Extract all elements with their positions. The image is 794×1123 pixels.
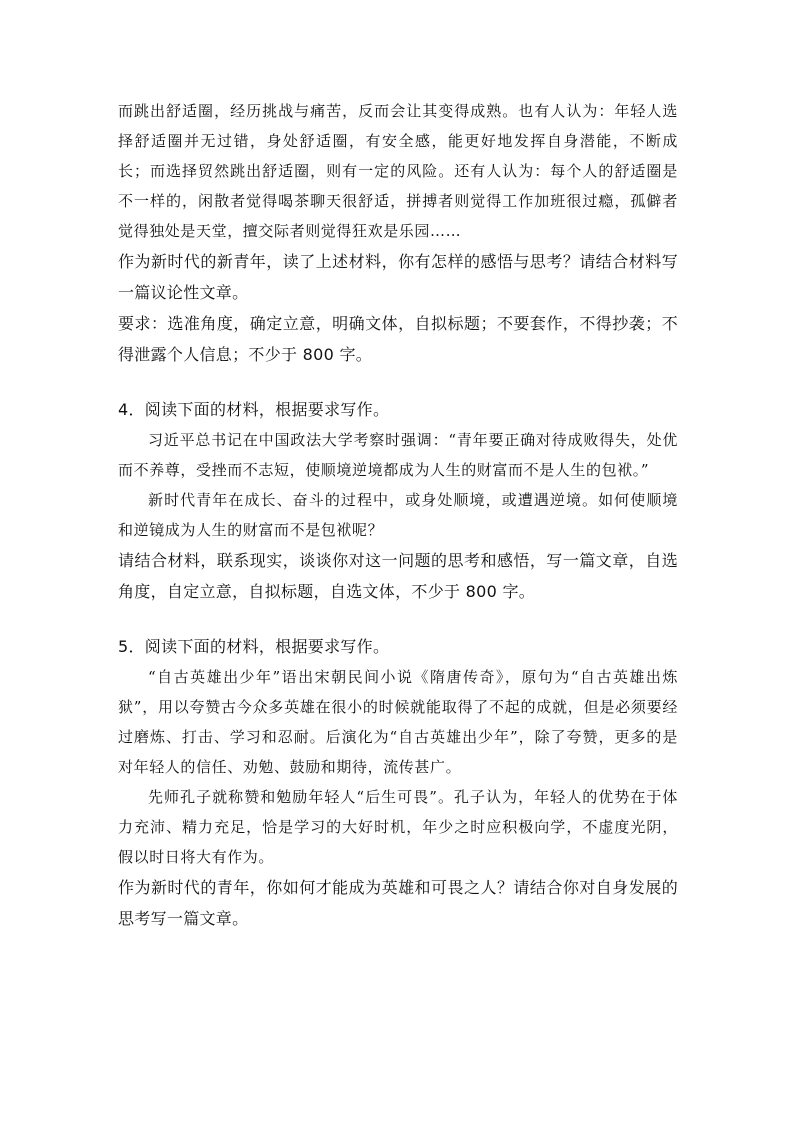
material-paragraph: 先师孔子就称赞和勉励年轻人“后生可畏”。孔子认为，年轻人的优势在于体力充沛、精力充足，恰是学习的大好时机，年少之时应积极向学，不虚度光阴，假以时日将大有作为。 [118,788,678,866]
writing-prompt: 作为新时代的新青年，读了上述材料，你有怎样的感悟与思考？请结合材料写一篇议论性文章。 [118,252,678,302]
question-heading: 4．阅读下面的材料，根据要求写作。 [118,400,390,419]
document-page [118,96,678,934]
material-paragraph: “自古英雄出少年”语出宋朝民间小说《隋唐传奇》，原句为“自古英雄出炼狱”，用以夸赞古今众多英雄在很小的时候就能取得了不起的成就，但是必须要经过磨炼、打击、学习和忍耐。后演化为“自古英雄出少年”，除了夸赞，更多的是对年轻人的信任、劝勉、鼓励和期待，流传甚广。 [118,668,678,776]
writing-prompt: 请结合材料，联系现实，谈谈你对这一问题的思考和感悟，写一篇文章，自选角度，自定立意，自拟标题，自选文体，不少于 800 字。 [118,551,678,601]
spacer [118,370,678,394]
writing-prompt: 作为新时代的青年，你如何才能成为英雄和可畏之人？请结合你对自身发展的思考写一篇文章。 [118,878,678,928]
question-5 [118,631,678,934]
material-paragraph: 而跳出舒适圈，经历挑战与痛苦，反而会让其变得成熟。也有人认为：年轻人选择舒适圈并无过错，身处舒适圈，有安全感，能更好地发挥自身潜能，不断成长；而选择贸然跳出舒适圈，则有一定的风险。还有人认为：每个人的舒适圈是不一样的，闲散者觉得喝茶聊天很舒适，拼搏者则觉得工作加班很过瘾，孤僻者觉得独处是天堂，擅交际者则觉得狂欢是乐园…… [118,102,678,240]
writing-requirement: 要求：选准角度，确定立意，明确文体，自拟标题；不要套作，不得抄袭；不得泄露个人信息；不少于 800 字。 [118,314,678,364]
material-paragraph: 新时代青年在成长、奋斗的过程中，或身处顺境，或遭遇逆境。如何使顺境和逆镜成为人生的财富而不是包袱呢？ [118,491,678,539]
question-4 [118,394,678,607]
material-continuation [118,96,678,370]
question-heading: 5．阅读下面的材料，根据要求写作。 [118,637,390,656]
spacer [118,607,678,631]
material-paragraph: 习近平总书记在中国政法大学考察时强调：“青年要正确对待成败得失，处优而不养尊，受挫而不志短，使顺境逆境都成为人生的财富而不是人生的包袱。” [118,431,678,479]
